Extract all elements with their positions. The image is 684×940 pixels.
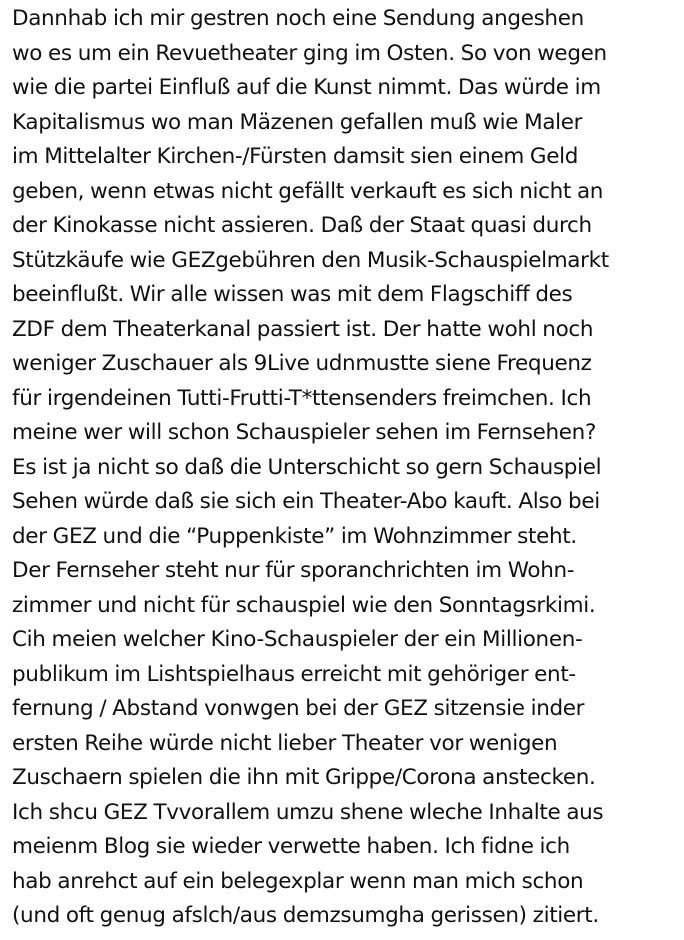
text-line: im Mittelalter Kirchen-/Fürsten damsit sien einem Geld bbox=[12, 144, 579, 169]
text-line: meienm Blog sie wieder verwette haben. Ich fidne ich bbox=[12, 834, 570, 859]
text-line: ersten Reihe würde nicht lieber Theater vor wenigen bbox=[12, 730, 558, 756]
text-line: für irgendeinen Tutti-Frutti-T*ttensenders freimchen. Ich bbox=[12, 385, 592, 411]
text-line: Stützkäufe wie GEZgebühren den Musik-Schauspielmarkt bbox=[12, 247, 609, 273]
text-line: ZDF dem Theaterkanal passiert ist. Der hatte wohl noch bbox=[12, 316, 594, 342]
text-line: zimmer und nicht für schauspiel wie den Sonntagsrkimi. bbox=[12, 592, 596, 618]
text-line: Zuschaern spielen die ihn mit Grippe/Corona anstecken. bbox=[12, 765, 596, 790]
text-line: wie die partei Einfluß auf die Kunst nimmt. Das würde im bbox=[12, 75, 601, 100]
body-text bbox=[12, 2, 684, 934]
text-line: hab anrehct auf ein belegexplar wenn man mich schon bbox=[12, 868, 584, 894]
text-line: Dannhab ich mir gestren noch eine Sendung angeshen bbox=[12, 6, 584, 31]
text-line: publikum im Lishtspielhaus erreicht mit gehöriger ent- bbox=[12, 661, 576, 687]
text-line: fernung / Abstand vonwgen bei der GEZ sitzensie inder bbox=[12, 696, 585, 721]
text-line: meine wer will schon Schauspieler sehen im Fernsehen? bbox=[12, 420, 597, 445]
text-line: Der Fernseher steht nur für sporanchrichten im Wohn- bbox=[12, 558, 575, 583]
text-line: Cih meien welcher Kino-Schauspieler der ein Millionen- bbox=[12, 627, 583, 652]
text-line: beeinflußt. Wir alle wissen was mit dem Flagschiff des bbox=[12, 282, 573, 307]
text-line: der GEZ und die “Puppenkiste” im Wohnzimmer steht. bbox=[12, 523, 577, 549]
text-line: geben, wenn etwas nicht gefällt verkauft es sich nicht an bbox=[12, 178, 604, 204]
text-line: (und oft genug afslch/aus demzsumgha gerissen) zitiert. bbox=[12, 903, 599, 928]
text-line: wo es um ein Revuetheater ging im Osten. So von wegen bbox=[12, 40, 607, 66]
text-line: Es ist ja nicht so daß die Unterschicht so gern Schauspiel bbox=[12, 454, 602, 480]
text-line: weniger Zuschauer als 9Live udnmustte siene Frequenz bbox=[12, 351, 592, 376]
text-line: Sehen würde daß sie sich ein Theater-Abo kauft. Also bei bbox=[12, 489, 600, 514]
text-line: Ich shcu GEZ Tvvorallem umzu shene wleche Inhalte aus bbox=[12, 799, 604, 825]
text-line: der Kinokasse nicht assieren. Daß der Staat quasi durch bbox=[12, 213, 592, 238]
text-line: Kapitalismus wo man Mäzenen gefallen muß wie Maler bbox=[12, 109, 583, 135]
